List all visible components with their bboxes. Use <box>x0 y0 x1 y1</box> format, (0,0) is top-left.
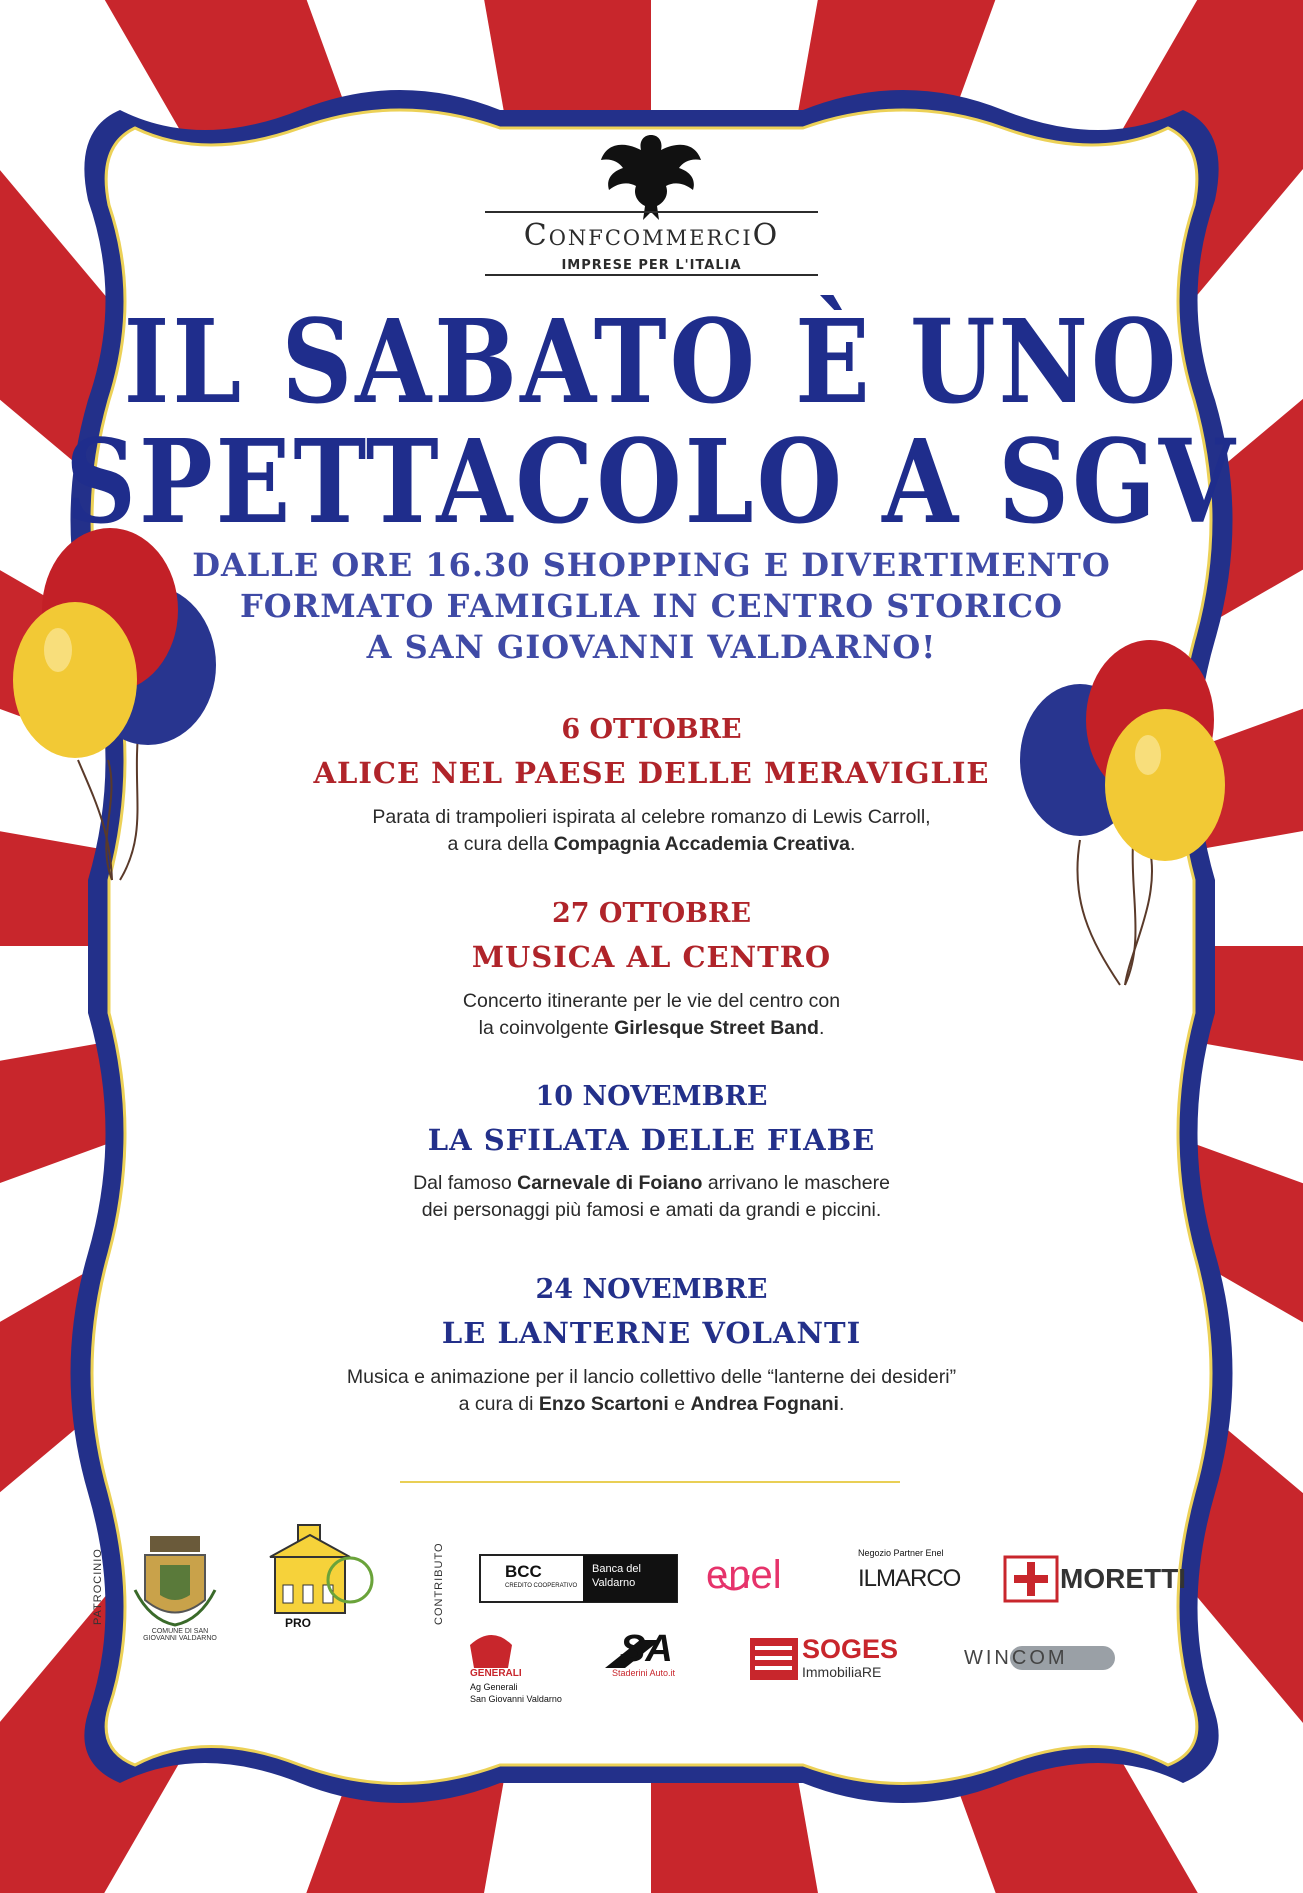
main-title-line2: SPETTACOLO A SGV <box>65 414 1238 551</box>
main-title-line1: IL SABATO È UNO <box>123 294 1180 431</box>
contributo-label: CONTRIBUTO <box>433 1542 445 1625</box>
soges-subtext: ImmobiliaRE <box>802 1664 882 1680</box>
soges-text: SOGES <box>802 1634 899 1664</box>
enel-text: enel <box>706 1553 782 1597</box>
generali-city: San Giovanni Valdarno <box>470 1694 562 1704</box>
event-title: LA SFILATA DELLE FIABE <box>427 1123 876 1157</box>
event-title: LE LANTERNE VOLANTI <box>441 1316 862 1350</box>
subtitle-line2: FORMATO FAMIGLIA IN CENTRO STORICO <box>240 587 1063 625</box>
event-date: 24 NOVEMBRE <box>535 1274 768 1305</box>
section-divider <box>400 1481 900 1483</box>
event-date: 6 OTTOBRE <box>561 714 742 745</box>
event-description: Musica e animazione per il lancio collettivo delle “lanterne dei desideri” a cura di Enzo Scartoni e Andrea Fognani. <box>346 1366 957 1415</box>
negozio-partner-text: Negozio Partner Enel <box>858 1548 944 1558</box>
moretti-logo <box>1005 1557 1057 1601</box>
generali-text: GENERALI <box>470 1668 522 1679</box>
event-description: Dal famoso Carnevale di Foiano arrivano le maschere dei personaggi più famosi e amati da grandi e piccini. <box>413 1172 890 1221</box>
moretti-text: MORETTI <box>1060 1563 1186 1594</box>
subtitle-line3: A SAN GIOVANNI VALDARNO! <box>366 628 937 666</box>
ilmarco-text: ILMARCO <box>858 1565 961 1592</box>
generali-agency: Ag Generali <box>470 1682 518 1692</box>
event-description: Parata di trampolieri ispirata al celebre romanzo di Lewis Carroll, a cura della Compagnia Accademia Creativa. <box>372 806 931 855</box>
soges-logo <box>750 1638 798 1680</box>
comune-text: COMUNE DI SAN GIOVANNI VALDARNO <box>143 1628 217 1642</box>
bcc-subtext: CREDITO COOPERATIVO <box>505 1583 578 1589</box>
sa-text: SA <box>620 1628 673 1670</box>
subtitle-line1: DALLE ORE 16.30 SHOPPING E DIVERTIMENTO <box>192 546 1111 584</box>
pro-loco-text: PRO <box>285 1616 312 1630</box>
event-date: 27 OTTOBRE <box>551 898 752 929</box>
patrocinio-label: PATROCINIO <box>92 1548 104 1625</box>
org-tagline: IMPRESE PER L'ITALIA <box>561 258 742 273</box>
event-title: ALICE NEL PAESE DELLE MERAVIGLIE <box>313 756 990 790</box>
org-name: ConfcommerciO <box>523 218 780 253</box>
event-description: Concerto itinerante per le vie del centro con la coinvolgente Girlesque Street Band. <box>462 990 841 1039</box>
event-date: 10 NOVEMBRE <box>535 1081 768 1112</box>
event-title: MUSICA AL CENTRO <box>471 940 832 974</box>
bcc-text: BCC <box>505 1562 542 1581</box>
banca-valdarno-text: Banca del Valdarno <box>592 1563 641 1589</box>
wincom-text: WINCOM <box>964 1647 1068 1669</box>
sa-subtext: Staderini Auto.it <box>612 1668 676 1678</box>
